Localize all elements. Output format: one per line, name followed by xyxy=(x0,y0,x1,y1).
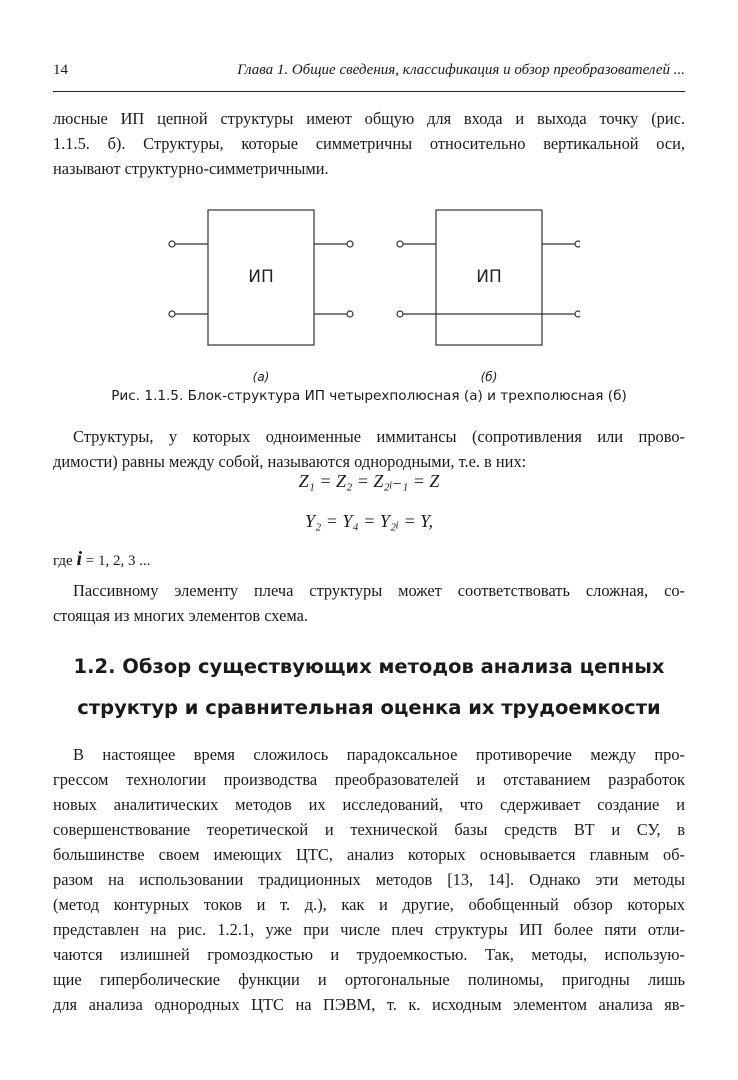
text-line: разом на использовании традиционных методов [13, 14]. Однако эти методы xyxy=(53,870,685,889)
formula-impedance: Z₁ = Z₂ = Z₂ᵢ₋₁ = Z xyxy=(298,471,440,491)
header-rule xyxy=(53,91,685,92)
formula-admittance: Y₂ = Y₄ = Y₂ᵢ = Y, xyxy=(305,511,433,531)
terminal xyxy=(575,241,580,247)
text-line: димости) равны между собой, называются однородными, т.е. в них: xyxy=(53,452,527,471)
body-paragraph xyxy=(53,742,685,1017)
terminal xyxy=(397,311,403,317)
text-line: большинстве своем имеющих ЦТС, анализ которых основывается главным об- xyxy=(53,845,685,864)
index-variable: i xyxy=(76,548,83,570)
index-values: = 1, 2, 3 ... xyxy=(82,553,151,569)
text-line: люсные ИП цепной структуры имеют общую для входа и выхода точку (рис. xyxy=(53,109,685,128)
terminal xyxy=(169,241,175,247)
text-line: В настоящее время сложилось парадоксальное противоречие между про- xyxy=(73,745,685,764)
text-line: 1.1.5. б). Структуры, которые симметричны относительно вертикальной оси, xyxy=(53,134,685,153)
terminal xyxy=(397,241,403,247)
section-heading-line-2: структур и сравнительная оценка их трудоемкости xyxy=(77,696,661,719)
sub-label-b: (б) xyxy=(480,370,498,384)
figure-caption: Рис. 1.1.5. Блок-структура ИП четырехполюсная (а) и трехполюсная (б) xyxy=(111,388,627,404)
text-line: чаются излишней громоздкостью и трудоемкостью. Так, методы, использую- xyxy=(53,945,685,964)
block-diagram xyxy=(160,200,580,385)
text-line: (метод контурных токов и т. д.), как и другие, обобщенный обзор которых xyxy=(53,895,685,914)
homogeneous-paragraph xyxy=(53,424,685,474)
text-line: представлен на рис. 1.2.1, уже при числе плеч структуры ИП более пяти отли- xyxy=(53,920,685,939)
text-line: стоящая из многих элементов схема. xyxy=(53,606,308,625)
block-a-label: ИП xyxy=(248,267,274,287)
terminal xyxy=(347,241,353,247)
text-line: грессом технологии производства преобразователей и отставанием разработок xyxy=(53,770,685,789)
section-heading-line-1: 1.2. Обзор существующих методов анализа цепных xyxy=(73,655,665,678)
block-b-label: ИП xyxy=(476,267,502,287)
page-number: 14 xyxy=(53,62,68,78)
text-line: щие гиперболические функции и ортогональные полиномы, пригодны лишь xyxy=(53,970,685,989)
sub-label-a: (а) xyxy=(252,370,270,384)
text-line: для анализа однородных ЦТС на ПЭВМ, т. к. исходным элементом анализа яв- xyxy=(53,995,685,1014)
text-line: называют структурно-симметричными. xyxy=(53,159,329,178)
text-line: Пассивному элементу плеча структуры может соответствовать сложная, со- xyxy=(73,581,685,600)
intro-paragraph xyxy=(53,106,685,181)
text-line: совершенствование теоретической и технической базы средств ВТ и СУ, в xyxy=(53,820,685,839)
passive-paragraph xyxy=(53,578,685,628)
running-title: Глава 1. Общие сведения, классификация и обзор преобразователей ... xyxy=(237,62,685,78)
terminal xyxy=(347,311,353,317)
running-header xyxy=(53,62,685,86)
where-clause xyxy=(53,548,150,571)
terminal xyxy=(575,311,580,317)
text-line: Структуры, у которых одноименные иммитансы (сопротивления или прово- xyxy=(73,427,685,446)
terminal xyxy=(169,311,175,317)
where-prefix: где xyxy=(53,553,73,569)
figure-block-structures xyxy=(160,200,580,385)
text-line: новых аналитических методов их исследований, что сдерживает создание и xyxy=(53,795,685,814)
